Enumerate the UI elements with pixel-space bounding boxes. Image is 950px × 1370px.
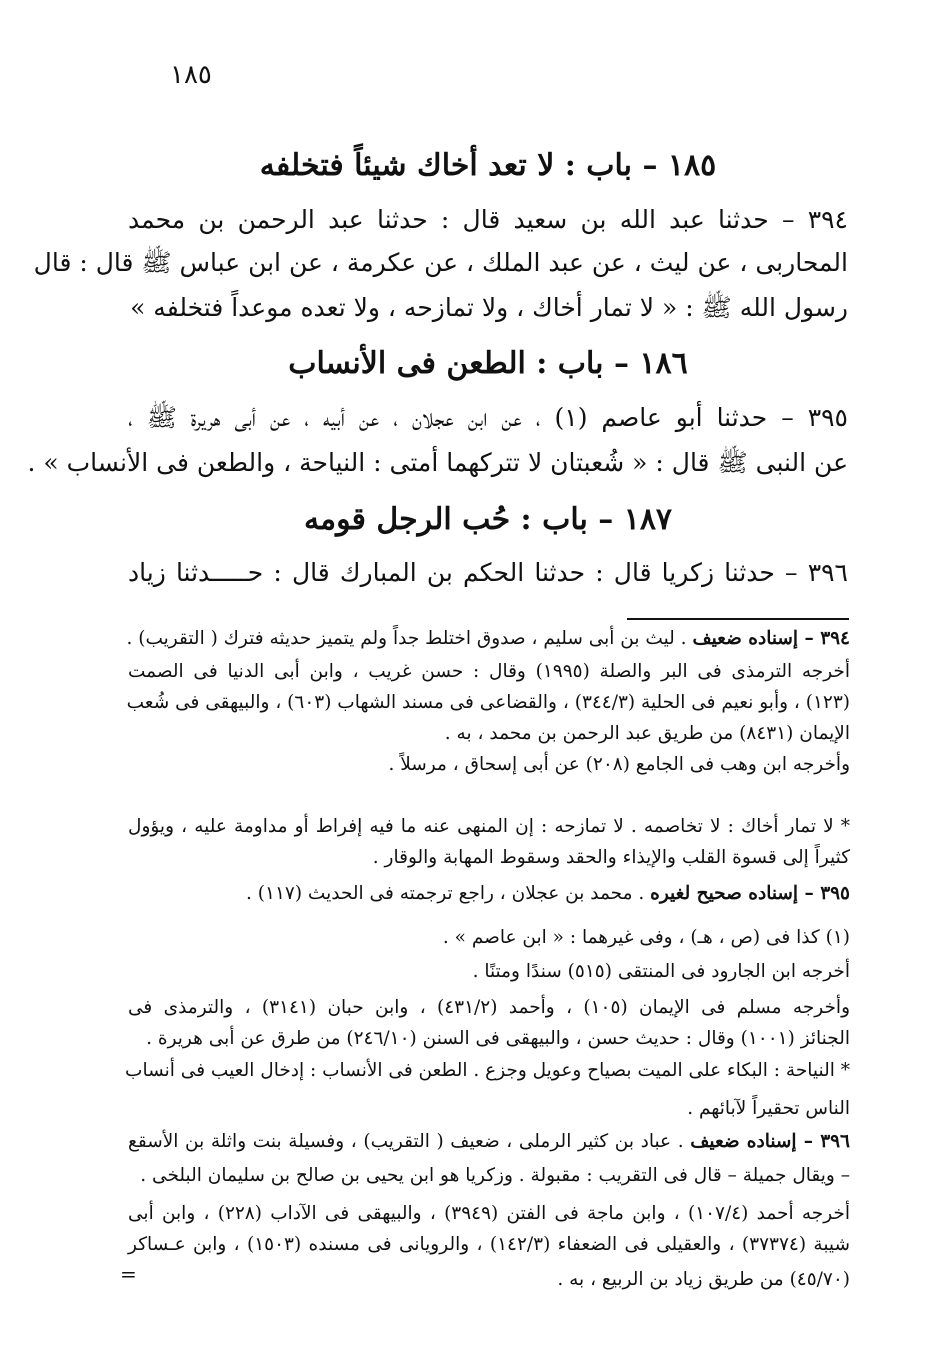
footnote-line: أخرجه أحمد (١٠٧/٤) ، وابن ماجة فى الفتن (٣٩٤٩) ، والبيهقى فى الآداب (٢٢٨) ، وابن أبى: [128, 1203, 850, 1224]
footnote-line: – ويقال جميلة – قال فى التقريب : مقبولة . وزكريا هو ابن يحيى بن صالح بن سليمان البلخى .: [140, 1165, 850, 1186]
continuation-mark: =: [120, 1262, 137, 1286]
footnote-line: وأخرجه ابن وهب فى الجامع (٢٠٨) عن أبى إسحاق ، مرسلاً .: [388, 754, 850, 775]
footnote-line: أخرجه ابن الجارود فى المنتقى (٥١٥) سندًا ومتنًا .: [472, 961, 850, 982]
footnote-line: وأخرجه مسلم فى الإيمان (١٠٥) ، وأحمد (٤٣١/٢) ، وابن حبان (٣١٤١) ، والترمذى فى: [128, 997, 851, 1018]
footnote-line: الجنائز (١٠٠١) وقال : حديث حسن ، والبيهقى فى السنن (٢٤٦/١٠) من طرق عن أبى هريرة .: [146, 1028, 850, 1049]
footnote-text: . محمد بن عجلان ، راجع ترجمته فى الحديث (١١٧) .: [246, 883, 651, 904]
footnote-line: [128, 1127, 850, 1157]
chapter-heading: ١٨٥ – باب : لا تعد أخاك شيئاً فتخلفه: [259, 148, 717, 183]
footnote-grade: ٣٩٤ – إسناده ضعيف: [692, 628, 850, 649]
footnote-line: كثيراً إلى قسوة القلب والإيذاء والحقد وسقوط المهابة والوقار .: [372, 847, 850, 868]
footnote-line: الإيمان (٨٤٣١) من طريق عبد الرحمن بن محمد ، به .: [444, 723, 850, 744]
footnote-line: * النياحة : البكاء على الميت بصياح وعويل وجزع . الطعن فى الأنساب : إدخال العيب فى أنساب: [125, 1060, 850, 1081]
footnote-line: (١٢٣) ، وأبو نعيم فى الحلية (٣٤٤/٣) ، والقضاعى فى مسند الشهاب (٦٠٣) ، والبيهقى فى شُعب: [126, 692, 850, 713]
footnote-line: شيبة (٣٧٣٧٤) ، والعقيلى فى الضعفاء (١٤٢/٣) ، والرويانى فى مسنده (١٥٠٣) ، وابن عـساكر: [128, 1234, 851, 1255]
footnote-grade: ٣٩٥ – إسناده صحيح لغيره: [650, 883, 850, 904]
footnote-line: (١) كذا فى (ص ، هـ) ، وفى غيرهما : « ابن عاصم » .: [442, 927, 850, 948]
hadith-line: رسول الله ﷺ : « لا تمار أخاك ، ولا تمازحه ، ولا تعده موعداً فتخلفه »: [130, 293, 848, 322]
footnote-line: [128, 879, 850, 909]
footnote-text: . ليث بن أبى سليم ، صدوق اختلط جداً ولم يتميز حديثه فترك ( التقريب) .: [126, 628, 693, 649]
footnote-text: . عباد بن كثير الرملى ، ضعيف ( التقريب) ، وفسيلة بنت واثلة بن الأسقع: [128, 1131, 691, 1152]
footnote-separator: [627, 618, 849, 620]
chapter-heading: ١٨٦ – باب : الطعن فى الأنساب: [288, 346, 688, 381]
hadith-line: المحاربى ، عن ليث ، عن عبد الملك ، عن عكرمة ، عن ابن عباس ﷺ قال : قال: [33, 248, 848, 277]
hadith-line: عن النبى ﷺ قال : « شُعبتان لا تتركهما أمتى : النياحة ، والطعن فى الأنساب » .: [27, 448, 848, 477]
footnote-grade: ٣٩٦ – إسناده ضعيف: [690, 1131, 850, 1152]
hadith-line: ٣٩٦ – حدثنا زكريا قال : حدثنا الحكم بن المبارك قال : حـــــدثنا زياد: [128, 558, 848, 587]
footnote-line: [128, 624, 850, 654]
hadith-line: ٣٩٥ – حدثنا أبو عاصم (١) ، عن ابن عجلان ، عن أبيه ، عن أبى هريرة ﷺ ،: [128, 403, 848, 432]
chapter-heading: ١٨٧ – باب : حُب الرجل قومه: [303, 502, 673, 537]
footnote-line: أخرجه الترمذى فى البر والصلة (١٩٩٥) وقال : حسن غريب ، وابن أبى الدنيا فى الصمت: [128, 661, 850, 682]
page-number: ١٨٥: [170, 60, 212, 90]
footnote-line: * لا تمار أخاك : لا تخاصمه . لا تمازحه : إن المنهى عنه ما فيه إفراط أو مداومة عليه ، ويؤول: [128, 816, 850, 837]
hadith-line: ٣٩٤ – حدثنا عبد الله بن سعيد قال : حدثنا عبد الرحمن بن محمد: [128, 205, 848, 234]
footnote-line: الناس تحقيراً لآبائهم .: [687, 1098, 850, 1119]
footnote-line: (٤٥/٧٠) من طريق زياد بن الربيع ، به .: [557, 1269, 850, 1290]
